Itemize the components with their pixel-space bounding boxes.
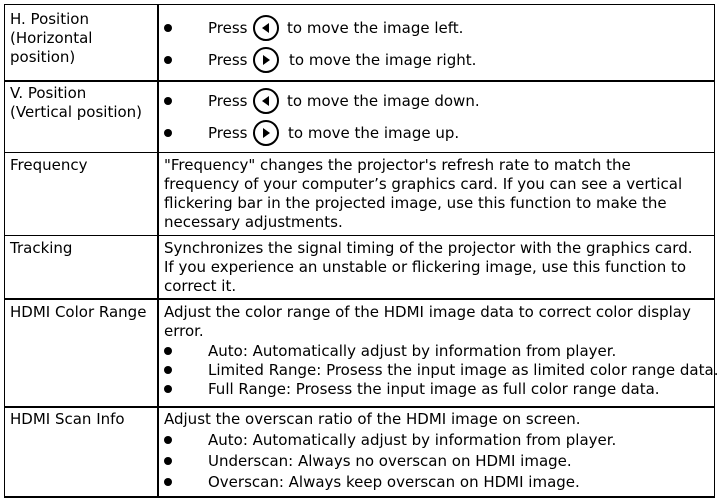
table-border-bottom <box>4 496 715 498</box>
list-item: Full Range: Prosess the input image as full color range data. <box>208 380 660 398</box>
row-label-line: H. Position <box>10 10 89 28</box>
item-text: to move the image up. <box>288 124 460 142</box>
list-item: Limited Range: Prosess the input image as limited color range data. <box>208 361 719 379</box>
description-line: flickering bar in the projected image, use this function to make the <box>164 194 667 212</box>
left-arrow-icon <box>253 88 279 114</box>
bullet <box>164 56 172 64</box>
description-line: If you experience an unstable or flickering image, use this function to <box>164 258 687 276</box>
bullet <box>164 478 172 486</box>
description-line: "Frequency" changes the projector's refresh rate to match the <box>164 156 631 174</box>
item-text: to move the image left. <box>287 19 464 37</box>
row-label: HDMI Scan Info <box>10 410 125 428</box>
bullet <box>164 24 172 32</box>
column-divider <box>157 4 159 498</box>
press-text: Press <box>208 92 248 110</box>
description-line: Adjust the overscan ratio of the HDMI image on screen. <box>164 410 581 428</box>
bullet <box>164 97 172 105</box>
right-arrow-icon <box>253 47 279 73</box>
description-line: frequency of your computer’s graphics card. If you can see a vertical <box>164 175 683 193</box>
list-item: Underscan: Always no overscan on HDMI image. <box>208 452 572 470</box>
left-arrow-icon <box>253 15 279 41</box>
description-line: error. <box>164 322 204 340</box>
list-item: Auto: Automatically adjust by information from player. <box>208 431 617 449</box>
description-line: correct it. <box>164 277 237 295</box>
press-text: Press <box>208 124 248 142</box>
description-line: Synchronizes the signal timing of the projector with the graphics card. <box>164 239 693 257</box>
row-label-line: (Horizontal <box>10 29 93 47</box>
list-item: Overscan: Always keep overscan on HDMI image. <box>208 473 580 491</box>
list-item: Auto: Automatically adjust by information from player. <box>208 342 617 360</box>
bullet <box>164 457 172 465</box>
description-line: Adjust the color range of the HDMI image data to correct color display <box>164 303 691 321</box>
bullet <box>164 436 172 444</box>
press-text: Press <box>208 51 248 69</box>
bullet <box>164 385 172 393</box>
table-border-left <box>4 4 5 498</box>
row-divider <box>4 298 715 300</box>
row-label: HDMI Color Range <box>10 303 147 321</box>
bullet <box>164 347 172 355</box>
item-text: to move the image down. <box>287 92 480 110</box>
press-text: Press <box>208 19 248 37</box>
description-line: necessary adjustments. <box>164 213 343 231</box>
row-label-line: position) <box>10 48 76 66</box>
right-arrow-icon <box>253 120 279 146</box>
table-border-top <box>4 4 715 5</box>
row-label-line: (Vertical position) <box>10 103 143 121</box>
row-divider <box>4 235 715 236</box>
table-border-right <box>714 4 715 498</box>
bullet <box>164 366 172 374</box>
item-text: to move the image right. <box>289 51 477 69</box>
bullet <box>164 129 172 137</box>
row-divider <box>4 152 715 153</box>
row-divider <box>4 406 715 408</box>
row-label: Tracking <box>10 239 73 257</box>
row-label-line: V. Position <box>10 84 87 102</box>
row-divider <box>4 80 715 82</box>
row-label: Frequency <box>10 156 88 174</box>
